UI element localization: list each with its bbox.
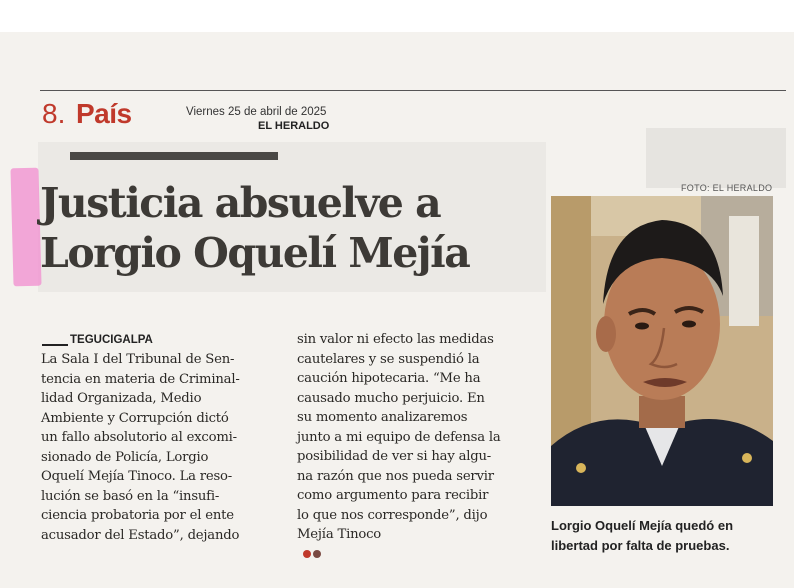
headline-line: Lorgio Oquelí Mejía [40,229,470,277]
body-column-1 [41,350,287,545]
body-line: su momento analizaremos [297,410,468,425]
body-line: lo que nos corresponde”, dijo [297,507,488,523]
body-column-2 [297,330,537,564]
show-through-background-right [646,128,786,188]
headline-line: Justicia absuelve a [40,179,441,227]
body-line: sionado de Policía, Lorgio [41,449,209,465]
body-line: na razón que nos pueda servir [297,468,494,484]
body-line: un fallo absolutorio al excomi- [41,430,237,445]
body-line: acusador del Estado”, dejando [41,527,240,543]
end-mark-icon [303,545,537,565]
dateline-city: TEGUCIGALPA [70,334,153,346]
scan-top-margin [0,0,794,32]
issue-date: Viernes 25 de abril de 2025 [186,106,327,118]
body-line: causado mucho perjuicio. En [297,390,485,406]
body-line: junto a mi equipo de defensa la [297,429,501,445]
portrait-illustration [551,196,773,506]
highlighter-mark [10,168,41,287]
dateline-rule [42,344,68,346]
body-line: Ambiente y Corrupción dictó [41,410,229,426]
body-line: cautelares y se suspendió la [297,351,480,367]
body-line: sin valor ni efecto las medidas [297,332,494,347]
headline [40,178,560,278]
header-rule [40,90,786,91]
body-line: Mejía Tinoco [297,527,382,542]
body-line: Oquelí Mejía Tinoco. La reso- [41,469,233,484]
body-line: lución se basó en la “insufi- [41,488,220,504]
body-line: ciencia probatoria por el ente [41,508,234,523]
body-line: caución hipotecaria. “Me ha [297,371,481,386]
portrait-photo [551,196,773,506]
body-line: tencia en materia de Criminal- [41,371,240,387]
caption-line: libertad por falta de pruebas. [551,538,730,553]
photo-caption [551,516,779,556]
newspaper-name: EL HERALDO [258,120,330,132]
headline-bar [70,152,278,160]
body-line: La Sala I del Tribunal de Sen- [41,352,235,367]
body-line: lidad Organizada, Medio [41,391,202,406]
photo-credit: FOTO: EL HERALDO [681,183,773,193]
body-line: como argumento para recibir [297,488,489,503]
caption-line: Lorgio Oquelí Mejía quedó en [551,518,734,533]
page-number: 8. [42,98,66,129]
body-line: posibilidad de ver si hay algu- [297,449,492,464]
body-line-last [297,525,537,564]
section-name: País [76,98,132,129]
